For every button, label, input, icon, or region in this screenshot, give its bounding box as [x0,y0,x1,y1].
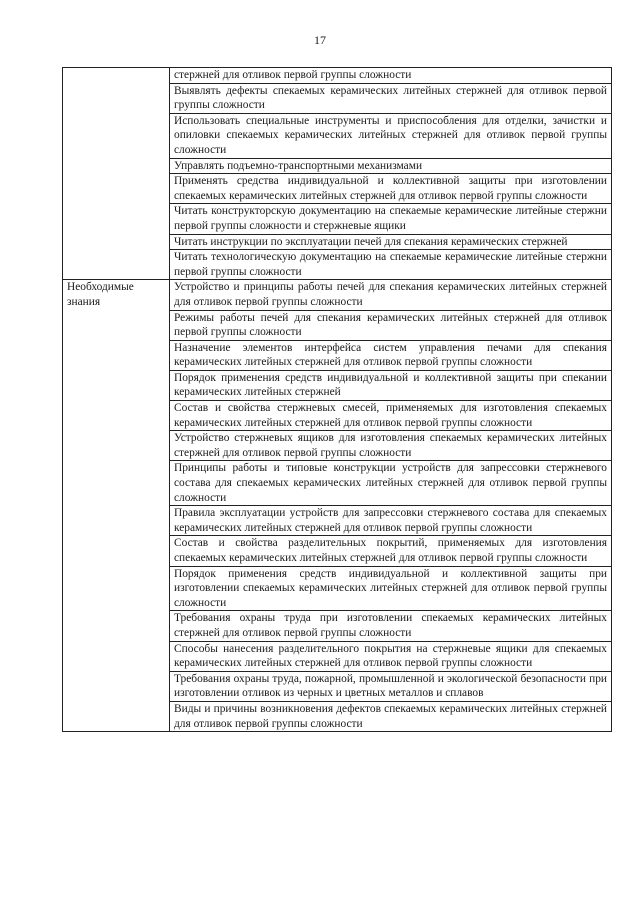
requirement-text: Использовать специальные инструменты и приспособления для отделки, зачистки и опиловки спекаемых керамических литейных стержней для отливок первой группы сложности [170,113,612,158]
requirements-table [62,67,612,732]
page-number: 17 [314,33,326,47]
requirement-text: Правила эксплуатации устройств для запрессовки стержневого состава для спекаемых керамических литейных стержней для отливок первой группы сложности [170,506,612,536]
requirement-text: Устройство и принципы работы печей для спекания керамических литейных стержней для отливок первой группы сложности [170,280,612,310]
requirement-text: Требования охраны труда, пожарной, промышленной и экологической безопасности при изготовлении отливок из черных и цветных металлов и сплавов [170,671,612,701]
requirement-text: Принципы работы и типовые конструкции устройств для запрессовки стержневого состава для спекаемых керамических литейных стержней для отливок первой группы сложности [170,461,612,506]
requirement-text: Требования охраны труда при изготовлении спекаемых керамических литейных стержней для отливок первой группы сложности [170,611,612,641]
requirement-text: Порядок применения средств индивидуальной и коллективной защиты при спекании керамических литейных стержней [170,370,612,400]
requirement-text: Читать конструкторскую документацию на спекаемые керамические литейные стержни первой группы сложности и стержневые ящики [170,204,612,234]
row-group-label: Необходимые знания [63,280,170,732]
requirement-text: Назначение элементов интерфейса систем управления печами для спекания керамических литейных стержней для отливок первой группы сложности [170,340,612,370]
table-row [63,68,612,84]
requirement-text: Устройство стержневых ящиков для изготовления спекаемых керамических литейных стержней для отливок первой группы сложности [170,431,612,461]
requirement-text: Виды и причины возникновения дефектов спекаемых керамических литейных стержней для отливок первой группы сложности [170,701,612,731]
requirement-text: Выявлять дефекты спекаемых керамических литейных стержней для отливок первой группы сложности [170,83,612,113]
requirement-text: Порядок применения средств индивидуальной и коллективной защиты при изготовлении спекаемых керамических литейных стержней для отливок первой группы сложности [170,566,612,611]
requirement-text: стержней для отливок первой группы сложности [170,68,612,84]
requirement-text: Состав и свойства разделительных покрытий, применяемых для изготовления спекаемых керамических литейных стержней для отливок первой группы сложности [170,536,612,566]
requirement-text: Читать технологическую документацию на спекаемые керамические литейные стержни первой группы сложности [170,250,612,280]
requirement-text: Управлять подъемно-транспортными механизмами [170,158,612,174]
table-row [63,280,612,310]
requirement-text: Режимы работы печей для спекания керамических литейных стержней для отливок первой группы сложности [170,310,612,340]
requirement-text: Состав и свойства стержневых смесей, применяемых для изготовления спекаемых керамических литейных стержней для отливок первой группы сложности [170,401,612,431]
requirement-text: Способы нанесения разделительного покрытия на стержневые ящики для спекаемых керамических литейных стержней для отливок первой группы сложности [170,641,612,671]
row-group-label [63,68,170,280]
requirement-text: Применять средства индивидуальной и коллективной защиты при изготовлении спекаемых керамических литейных стержней для отливок первой группы сложности [170,174,612,204]
requirement-text: Читать инструкции по эксплуатации печей для спекания керамических стержней [170,234,612,250]
requirements-table-body [63,68,612,732]
